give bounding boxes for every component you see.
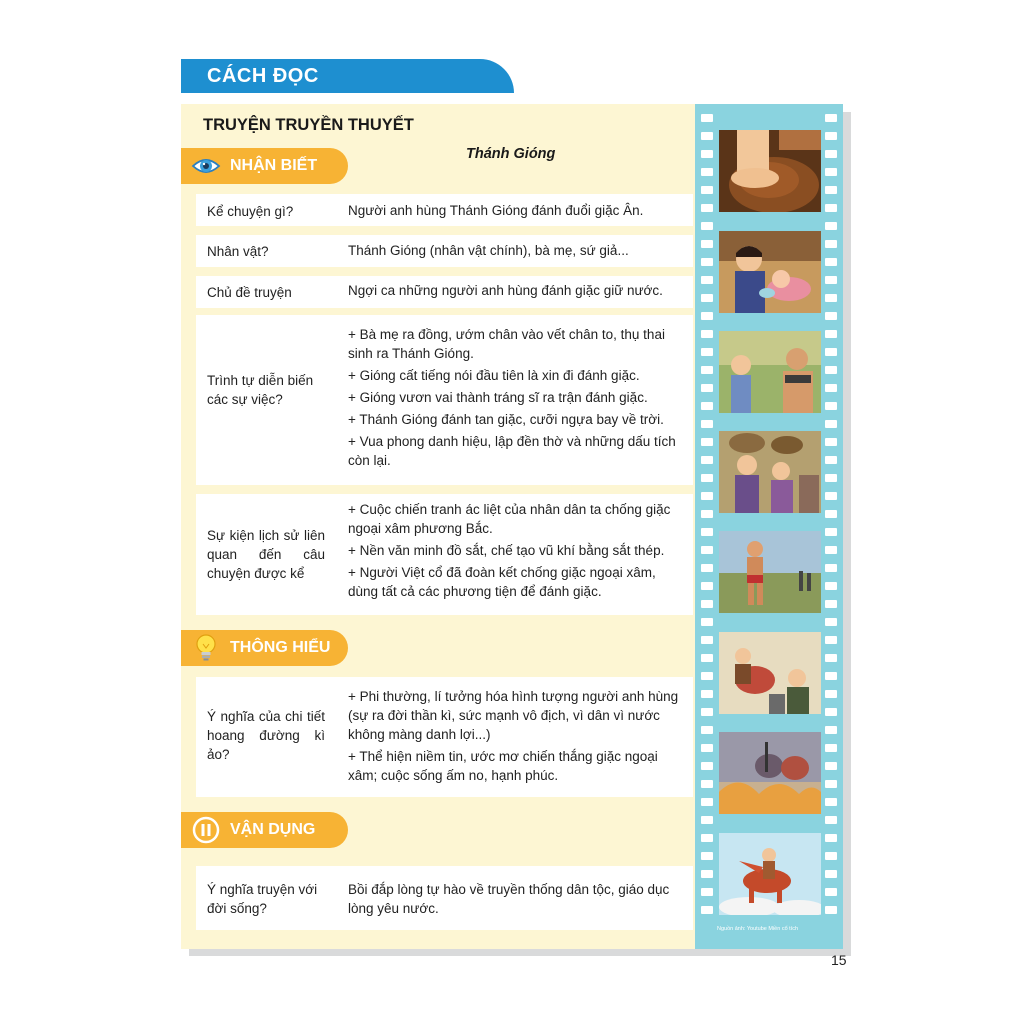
eye-icon: [191, 151, 221, 181]
mother-child-scene-image: [719, 231, 821, 313]
fire-battle-scene-image: [719, 732, 821, 814]
row-answer: + Cuộc chiến tranh ác liệt của nhân dân ta chống giặc ngoại xâm phương Bắc. + Nền văn minh đồ sắt, chế tạo vũ khí bằng sắt thép. + Người Việt cổ đã đoàn kết chống giặc ngoại xâm, dùng tất cả các phương tiện để đánh giặc.: [348, 502, 671, 599]
film-frame-warrior-villagers: [719, 331, 821, 413]
section-nhan-biet: [181, 148, 348, 184]
flying-horse-scene-image: [719, 833, 821, 915]
villagers-carrying-baskets-scene-image: [719, 431, 821, 513]
section-header-title: CÁCH ĐỌC: [207, 65, 319, 87]
row-question: Nhân vật?: [207, 244, 269, 259]
story-name: Thánh Gióng: [466, 146, 556, 162]
table-row: [196, 276, 693, 308]
row-answer: Thánh Gióng (nhân vật chính), bà mẹ, sứ giả...: [348, 243, 629, 258]
footprint-scene-image: [719, 130, 821, 212]
section-van-dung: [181, 812, 348, 848]
film-frame-fire-battle: [719, 732, 821, 814]
table-row: [196, 677, 693, 797]
row-question: Ý nghĩa truyện với đời sống?: [207, 882, 318, 916]
page-number: 15: [831, 952, 847, 968]
table-row: [196, 494, 693, 615]
filmstrip: [695, 104, 843, 949]
row-answer: Người anh hùng Thánh Gióng đánh đuổi giặc Ân.: [348, 203, 644, 218]
table-row: [196, 315, 693, 485]
row-question: Chủ đề truyện: [207, 285, 292, 300]
section-thong-hieu-label: THÔNG HIỂU: [230, 639, 331, 656]
row-answer: + Bà mẹ ra đồng, ướm chân vào vết chân to, thụ thai sinh ra Thánh Gióng. + Gióng cất tiếng nói đầu tiên là xin đi đánh giặc. + Gióng vươn vai thành tráng sĩ ra trận đánh giặc. + Thánh Gióng đánh tan giặc, cưỡi ngựa bay về trời. + Vua phong danh hiệu, lập đền thờ và những dấu tích còn lại.: [348, 327, 676, 468]
giong-warrior-scene-image: [719, 531, 821, 613]
section-van-dung-label: VẬN DỤNG: [230, 821, 316, 838]
row-question: Ý nghĩa của chi tiết hoang đường kì ảo?: [207, 709, 325, 762]
pause-icon: [191, 815, 221, 845]
row-question: Sự kiện lịch sử liên quan đến câu chuyện được kể: [207, 528, 325, 581]
table-row: [196, 866, 693, 930]
row-answer: Ngợi ca những người anh hùng đánh giặc giữ nước.: [348, 283, 663, 298]
film-frame-flying-horse: [719, 833, 821, 915]
table-row: [196, 235, 693, 267]
row-answer: Bồi đắp lòng tự hào về truyền thống dân tộc, giáo dục lòng yêu nước.: [348, 882, 670, 916]
table-row: [196, 194, 693, 226]
section-nhan-biet-label: NHẬN BIẾT: [230, 157, 318, 174]
row-question: Kể chuyện gì?: [207, 204, 294, 219]
story-type-heading: TRUYỆN TRUYỀN THUYẾT: [203, 116, 414, 134]
lightbulb-icon: [191, 633, 221, 663]
film-frame-battle-horse: [719, 632, 821, 714]
image-credit: Nguồn ảnh: Youtube Miền cổ tích: [717, 926, 799, 932]
row-question: Trình tự diễn biến các sự việc?: [207, 373, 314, 407]
section-thong-hieu: [181, 630, 348, 666]
film-frame-giong-warrior: [719, 531, 821, 613]
row-answer: + Phi thường, lí tưởng hóa hình tượng người anh hùng (sự ra đời thần kì, sức mạnh vô địch, vì dân vì nước không màng danh lợi...) + Thể hiện niềm tin, ước mơ chiến thắng giặc ngoại xâm; cuộc sống ấm no, hạnh phúc.: [348, 689, 679, 783]
warrior-villagers-scene-image: [719, 331, 821, 413]
film-frame-footprint: [719, 130, 821, 212]
section-header-tab: [181, 59, 514, 93]
film-frame-villagers-baskets: [719, 431, 821, 513]
film-frame-mother-child: [719, 231, 821, 313]
battle-on-horse-scene-image: [719, 632, 821, 714]
